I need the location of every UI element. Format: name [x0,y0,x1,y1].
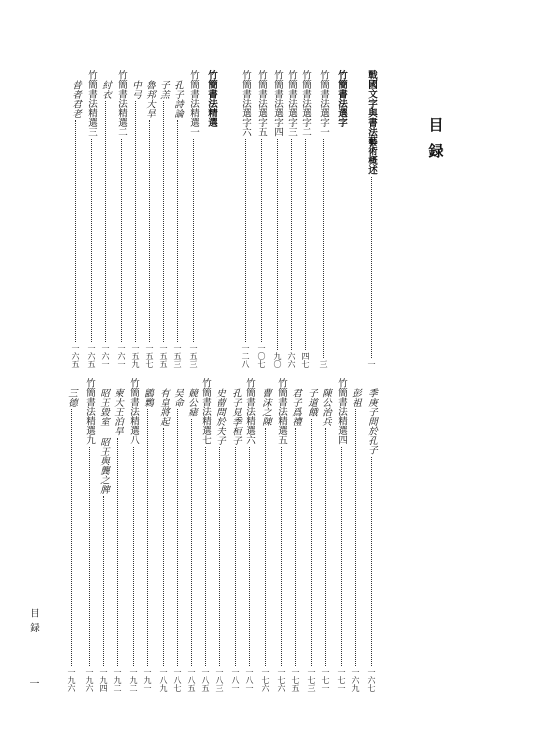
dot-leader [177,409,178,666]
toc-entry-page: 一七一 [337,668,346,692]
toc-entry-page: 一五五 [159,344,168,368]
toc-entry-title: 魯邦大旱 [144,80,155,118]
toc-entry [100,80,111,368]
toc-entry-title: 子道餓 [306,388,317,417]
toc-entry-title: 三德 [66,388,77,407]
running-title: 目録 [28,608,39,637]
toc-entry [336,70,347,127]
toc-entry [272,70,283,368]
toc-entry [128,378,139,692]
toc-entry [366,388,377,692]
dot-leader [103,496,104,666]
toc-entry-page: 一七五 [291,668,300,692]
toc-entry-title: 昔者君老 [70,80,81,118]
toc-entry-title: 史蒥問於夫子 [214,388,225,445]
toc-entry-title: 紂衣 [100,80,111,99]
toc-entry-title: 陳公治兵 [320,388,331,426]
dot-leader [193,139,194,343]
dot-leader [71,409,72,666]
toc-entry-page: 一九二 [129,668,138,692]
toc-entry-title: 竹簡書法精選七 [200,378,211,445]
toc-entry [188,70,199,368]
toc-entry-page: 一七一 [321,668,330,692]
toc-entry [116,70,127,368]
dot-leader [163,428,164,666]
toc-entry-page: 六六 [287,352,296,368]
toc-entry [260,388,271,692]
toc-entry-title: 柬大王泊旱 [112,388,123,436]
toc-entry-page: 一八三 [215,668,224,692]
toc-entry-title: 竹簡書法精選 [206,70,217,127]
toc-entry-title: 戰國文字與書法藝術概述 [366,70,377,175]
toc-entry-title: 君子爲禮 [290,388,301,426]
dot-leader [355,409,356,666]
toc-entry-title: 子羔 [158,80,169,99]
toc-entry [286,70,297,368]
toc-entry-page: 一七六 [261,668,270,692]
toc-entry-page: 一五三 [173,344,182,368]
dot-leader [277,139,278,351]
toc-entry [320,388,331,692]
toc-entry-title: 競公瘧 [186,388,197,417]
dot-leader [323,139,324,359]
toc-entry-title: 竹簡書法精選八 [128,378,139,445]
toc-entry [172,388,183,692]
toc-entry-page: 一六一 [101,344,110,368]
dot-leader [265,428,266,666]
toc-entry-page: 一六五 [87,344,96,368]
dot-leader [311,419,312,667]
dot-leader [281,447,282,667]
toc-entry [98,388,109,692]
toc-entry [336,378,347,692]
dot-leader [133,447,134,667]
toc-entry-title: 季庚子問於孔子 [366,388,377,455]
toc-entry-page: 一七三 [307,668,316,692]
toc-entry-page: 一八五 [201,668,210,692]
toc-heading [426,112,446,164]
dot-leader [205,447,206,667]
toc-entry-title: 竹簡書法選字 [336,70,347,127]
toc-entry [306,388,317,692]
toc-entry-page: 一二八 [241,344,250,368]
toc-entry [144,80,155,368]
toc-entry-page: 一五三 [189,344,198,368]
dot-leader [75,120,76,342]
toc-heading-char-1: 目 [428,116,444,134]
dot-leader [219,447,220,666]
dot-leader [105,101,106,342]
toc-entry [350,388,361,692]
toc-entry [366,70,377,368]
toc-entry [200,378,211,692]
toc-entry [276,378,287,692]
toc-entry-page: 一八七 [173,668,182,692]
dot-leader [235,447,236,666]
toc-entry-title: 孔子詩論 [172,80,183,118]
toc-entry [214,388,225,692]
toc-entry [70,80,81,368]
toc-entry [66,388,77,692]
dot-leader [191,419,192,667]
toc-entry-title: 竹簡書法精選六 [244,378,255,445]
toc-entry-title: 竹簡書法精選五 [276,378,287,445]
dot-leader [305,139,306,351]
dot-leader [121,139,122,343]
toc-entry-page: 一 [367,360,376,368]
toc-entry-title: 竹簡書法精選一 [188,70,199,137]
toc-entry-page: 一六九 [351,668,360,692]
toc-entry-page: 九〇 [273,352,282,368]
toc-entry [172,80,183,368]
dot-leader [291,139,292,351]
toc-entry-page: 一五九 [131,344,140,368]
toc-entry-title: 竹簡書法精選二 [116,70,127,137]
toc-entry-page: 一八一 [245,668,254,692]
toc-entry [186,388,197,692]
toc-entry-title: 鶹鷅 [142,388,153,407]
toc-entry-page: 一八九 [159,668,168,692]
dot-leader [147,409,148,666]
toc-entry [130,80,141,368]
toc-entry [240,70,251,368]
toc-heading-char-2: 録 [428,142,444,160]
toc-entry [290,388,301,692]
toc-entry-title: 有皇將起 [158,388,169,426]
dot-leader [163,101,164,342]
toc-entry-page: 一九六 [67,668,76,692]
dot-leader [149,120,150,342]
dot-leader [249,447,250,667]
toc-entry [256,70,267,368]
toc-entry [158,388,169,692]
dot-leader [91,139,92,343]
dot-leader [89,447,90,667]
toc-entry-page: 一九四 [99,668,108,692]
toc-entry [244,378,255,692]
toc-entry [142,388,153,692]
toc-entry-title: 竹簡書法精選三 [86,70,97,137]
dot-leader [341,447,342,667]
toc-entry-title: 孔子見季桓子 [230,388,241,445]
toc-entry-page: 三 [319,360,328,368]
toc-entry-title: 竹簡書法精選四 [336,378,347,445]
toc-entry-title: 中弓 [130,80,141,99]
toc-entry [158,80,169,368]
dot-leader [371,177,372,359]
toc-entry-page: 四七 [301,352,310,368]
dot-leader [177,120,178,342]
toc-entry [86,70,97,368]
toc-entry-page: 一〇七 [257,344,266,368]
toc-entry-title: 竹簡書法選字五 [256,70,267,137]
toc-entry-page: 一七六 [277,668,286,692]
toc-entry-title: 彭祖 [350,388,361,407]
toc-entry [112,388,123,692]
toc-entry-page: 一九六 [85,668,94,692]
toc-entry-title: 竹簡書法選字四 [272,70,283,137]
toc-entry-page: 一九一 [143,668,152,692]
toc-entry-title: 竹簡書法選字三 [286,70,297,137]
dot-leader [325,428,326,666]
dot-leader [295,428,296,666]
page-number: 一 [27,678,38,688]
toc-entry-page: 一六七 [367,668,376,692]
toc-entry-title: 竹簡書法精選九 [84,378,95,445]
dot-leader [117,438,118,667]
toc-entry-page: 一八一 [231,668,240,692]
toc-entry [300,70,311,368]
toc-entry [84,378,95,692]
toc-entry [230,388,241,692]
toc-entry-page: 一六一 [117,344,126,368]
toc-entry-title: 曹沫之陳 [260,388,271,426]
toc-entry-title: 昭王毀室 昭王與龔之脾 [98,388,109,494]
toc-entry-page: 一五七 [145,344,154,368]
toc-entry-title: 竹簡書法選字六 [240,70,251,137]
toc-entry-title: 竹簡書法選字二 [300,70,311,137]
dot-leader [135,101,136,342]
toc-entry-page: 一八五 [187,668,196,692]
toc-entry-title: 吴命 [172,388,183,407]
toc-entry-title: 竹簡書法選字一 [318,70,329,137]
dot-leader [245,139,246,343]
toc-entry [206,70,217,127]
toc-entry-page: 一六五 [71,344,80,368]
toc-entry [318,70,329,368]
toc-entry-page: 一九二 [113,668,122,692]
dot-leader [371,457,372,667]
dot-leader [261,139,262,343]
